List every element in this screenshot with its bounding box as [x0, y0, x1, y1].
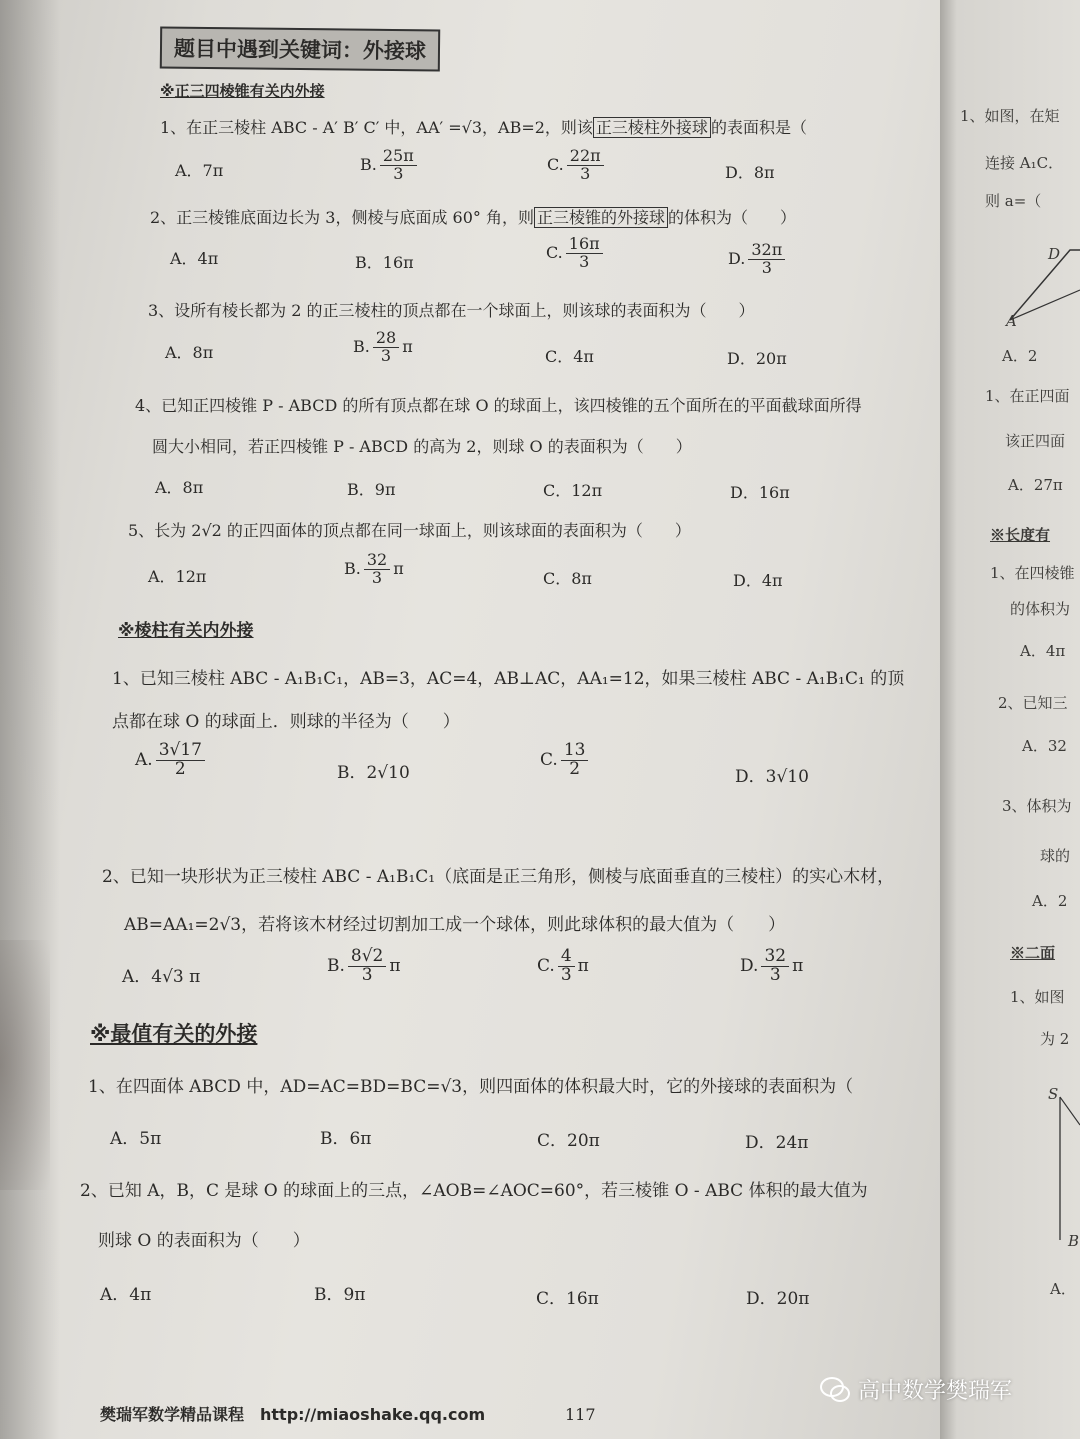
option-b: B. $\frac{8√2}{3}$ π	[327, 946, 401, 985]
option-d: D．4π	[733, 571, 783, 590]
option-a: A．4π	[100, 1285, 152, 1305]
keyword-box: 正三棱锥的外接球	[534, 207, 668, 228]
option-c: C. $\frac{22\pi}{3}$	[547, 148, 607, 183]
option-c: C. $\frac{16\pi}{3}$	[546, 236, 606, 271]
fraction: $\frac{4}{3}$	[558, 948, 575, 985]
page-number: 117	[565, 1405, 596, 1424]
question-1-4-line-1: 4、已知正四棱锥 P - ABCD 的所有顶点都在球 O 的球面上，该四棱锥的五个面所在的平面截球面所得	[135, 396, 862, 415]
rp-line: 连接 A₁C．	[985, 154, 1064, 172]
option-a: A．8π	[155, 478, 204, 497]
options-3-2	[100, 1280, 900, 1309]
watermark-text: 高中数学樊瑞军	[858, 1379, 1013, 1404]
question-1-4-line-2: 圆大小相同，若正四棱锥 P - ABCD 的高为 2，则球 O 的表面积为（ ）	[152, 437, 692, 456]
rp-line: A．4π	[1020, 642, 1066, 660]
question-2-2-line-2: AB=AA₁=2√3，若将该木材经过切割加工成一个球体，则此球体积的最大值为（ ）	[124, 915, 786, 935]
option-a: A. $\frac{3√17}{2}$	[135, 742, 208, 779]
option-a: A．4√3 π	[122, 967, 201, 987]
option-b: B．6π	[320, 1129, 372, 1149]
option-d: D. $\frac{32\pi}{3}$	[728, 242, 788, 277]
question-1-2	[150, 205, 796, 228]
question-1-3: 3、设所有棱长都为 2 的正三棱柱的顶点都在一个球面上，则该球的表面积为（ ）	[148, 301, 755, 320]
fraction: $\frac{25\pi}{3}$	[380, 148, 417, 183]
rp-line: 2、已知三	[998, 694, 1068, 712]
options-3-1	[110, 1124, 910, 1153]
option-b: B．2√10	[337, 763, 410, 783]
fraction: $\frac{8√2}{3}$	[348, 948, 386, 985]
right-page	[940, 0, 1080, 1439]
option-b: B. $\frac{25\pi}{3}$	[360, 148, 420, 183]
option-d: D．20π	[746, 1289, 810, 1309]
option-d: D．3√10	[735, 767, 809, 787]
rp-line: 3、体积为	[1002, 797, 1072, 815]
options-2-1	[135, 742, 915, 796]
rp-section: ※长度有	[990, 526, 1051, 544]
option-c: C．4π	[545, 347, 594, 366]
option-b: B．9π	[347, 480, 396, 499]
option-d: D．24π	[745, 1133, 809, 1153]
rp-line: 1、在四棱锥	[990, 564, 1075, 582]
options-1-2	[170, 236, 930, 286]
rp-label-s: S	[1048, 1085, 1059, 1103]
rp-label-b: B	[1068, 1232, 1080, 1250]
option-b: B. $\frac{32}{3}$ π	[344, 550, 404, 587]
watermark	[820, 1374, 1012, 1405]
thumb-shadow	[0, 940, 50, 1190]
question-tail: 的表面积是（	[710, 118, 807, 137]
question-2-1-line-1: 1、已知三棱柱 ABC - A₁B₁C₁，AB=3，AC=4，AB⊥AC，AA₁=12，如果三棱柱 ABC - A₁B₁C₁ 的顶	[112, 669, 905, 689]
fraction: $\frac{22\pi}{3}$	[567, 148, 604, 183]
option-b: B. $\frac{28}{3}$ π	[353, 328, 413, 365]
footer-course: 樊瑞军数学精品课程 http://miaoshake.qq.com	[100, 1405, 486, 1424]
section-heading-1: ※正三四棱锥有关内外接	[160, 82, 325, 100]
question-stem: 1、在正三棱柱 ABC - A′ B′ C′ 中，AA′ =√3，AB=2，则该	[160, 118, 593, 137]
question-stem: 2、正三棱锥底面边长为 3，侧棱与底面成 60° 角，则	[150, 208, 534, 227]
option-c: C．8π	[543, 569, 592, 588]
rp-label-d: D	[1048, 245, 1061, 263]
rp-line: 为 2	[1040, 1030, 1070, 1048]
option-a: A．5π	[110, 1129, 162, 1149]
options-1-5	[148, 552, 908, 602]
rp-line: A．32	[1022, 737, 1067, 755]
rp-line: A．27π	[1008, 476, 1063, 494]
option-d: D．8π	[725, 163, 775, 182]
options-1-3	[165, 330, 925, 380]
question-3-1: 1、在四面体 ABCD 中，AD=AC=BD=BC=√3，则四面体的体积最大时，它的外接球的表面积为（	[88, 1077, 854, 1097]
option-a: A．4π	[170, 249, 219, 268]
question-1-5: 5、长为 2√2 的正四面体的顶点都在同一球面上，则该球面的表面积为（ ）	[128, 521, 691, 540]
options-1-1	[175, 148, 935, 194]
option-c: C．16π	[536, 1289, 599, 1309]
question-tail: 的体积为（ ）	[668, 208, 797, 227]
fraction: $\frac{3√17}{2}$	[156, 742, 205, 779]
option-a: A．8π	[165, 343, 214, 362]
rp-line: A．2	[1032, 892, 1068, 910]
fraction: $\frac{32}{3}$	[761, 948, 789, 985]
option-c: C. $\frac{13}{2}$	[540, 742, 591, 779]
fraction: $\frac{16\pi}{3}$	[566, 236, 603, 271]
wechat-icon	[820, 1377, 850, 1403]
option-c: C．12π	[543, 481, 603, 500]
rp-line: 该正四面	[1005, 432, 1066, 450]
fraction: $\frac{32}{3}$	[364, 552, 390, 587]
rp-line: 则 a=（	[985, 192, 1042, 210]
rp-label-a: A	[1006, 312, 1017, 330]
option-d: D. $\frac{32}{3}$ π	[740, 946, 804, 985]
options-2-2	[122, 948, 922, 1004]
options-1-4	[155, 475, 915, 501]
rp-line: 1、如图，在矩	[960, 107, 1060, 125]
rp-section: ※二面	[1010, 944, 1056, 962]
question-3-2-line-1: 2、已知 A，B，C 是球 O 的球面上的三点，∠AOB=∠AOC=60°，若三棱锥 O - ABC 体积的最大值为	[80, 1181, 868, 1201]
question-2-2-line-1: 2、已知一块形状为正三棱柱 ABC - A₁B₁C₁（底面是正三角形，侧棱与底面垂直的三棱柱）的实心木材，	[102, 867, 895, 887]
option-b: B．16π	[355, 253, 414, 272]
figure-diagram-2	[1058, 1095, 1080, 1245]
option-b: B．9π	[314, 1285, 366, 1305]
question-1-1	[160, 115, 807, 138]
option-c: C. $\frac{4}{3}$ π	[537, 946, 589, 985]
option-c: C．20π	[537, 1131, 600, 1151]
option-a: A．7π	[175, 161, 224, 180]
rp-line: 球的	[1040, 847, 1071, 865]
rp-line: A．2	[1002, 347, 1038, 365]
rp-line: 1、在正四面	[985, 387, 1070, 405]
page-shadow	[0, 0, 60, 1439]
rp-line: A．	[1050, 1280, 1076, 1298]
page-title: 题目中遇到关键词：外接球	[160, 27, 440, 72]
fraction: $\frac{32\pi}{3}$	[748, 242, 785, 277]
rp-line: 1、如图	[1010, 988, 1065, 1006]
fraction: $\frac{28}{3}$	[373, 330, 399, 365]
keyword-box: 正三棱柱外接球	[593, 117, 711, 138]
question-3-2-line-2: 则球 O 的表面积为（ ）	[98, 1231, 310, 1251]
option-d: D．16π	[730, 483, 790, 502]
question-2-1-line-2: 点都在球 O 的球面上．则球的半径为（ ）	[112, 712, 460, 732]
rp-line: 的体积为	[1010, 600, 1071, 618]
section-heading-2: ※棱柱有关内外接	[118, 621, 254, 641]
option-d: D．20π	[727, 349, 787, 368]
section-heading-3: ※最值有关的外接	[90, 1022, 258, 1046]
option-a: A．12π	[148, 567, 207, 586]
fraction: $\frac{13}{2}$	[561, 742, 589, 779]
